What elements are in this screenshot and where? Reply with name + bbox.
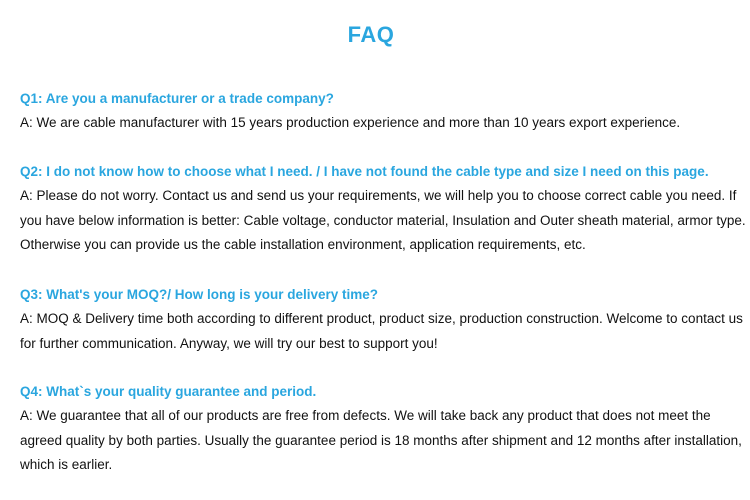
faq-question-4: Q4: What`s your quality guarantee and period. [20,384,317,399]
faq-question-2: Q2: I do not know how to choose what I need. / I have not found the cable type and size I need on this page. [20,164,709,179]
faq-answer-2: A: Please do not worry. Contact us and send us your requirements, we will help you to choose correct cable you need. If you have below information is better: Cable voltage, conductor material, Insulation and Outer sheath material, armor type. Otherwise you can provide us the cable installation environment, application requirements, etc. [20,188,746,252]
faq-answer-4: A: We guarantee that all of our products are free from defects. We will take back any product that does not meet the agreed quality by both parties. Usually the guarantee period is 18 months after shipment and 12 months after installation, which is earlier. [20,408,742,472]
faq-question-3: Q3: What's your MOQ?/ How long is your delivery time? [20,287,379,302]
faq-item-3 [20,283,750,356]
faq-item-4 [20,380,750,478]
page-title: FAQ [347,22,395,47]
faq-question-1: Q1: Are you a manufacturer or a trade company? [20,91,334,106]
faq-answer-1: A: We are cable manufacturer with 15 years production experience and more than 10 years export experience. [20,115,681,130]
faq-item-2 [20,160,750,258]
faq-answer-3: A: MOQ & Delivery time both according to different product, product size, production construction. Welcome to contact us for further communication. Anyway, we will try our best to support you! [20,311,743,351]
faq-item-1 [20,87,750,136]
